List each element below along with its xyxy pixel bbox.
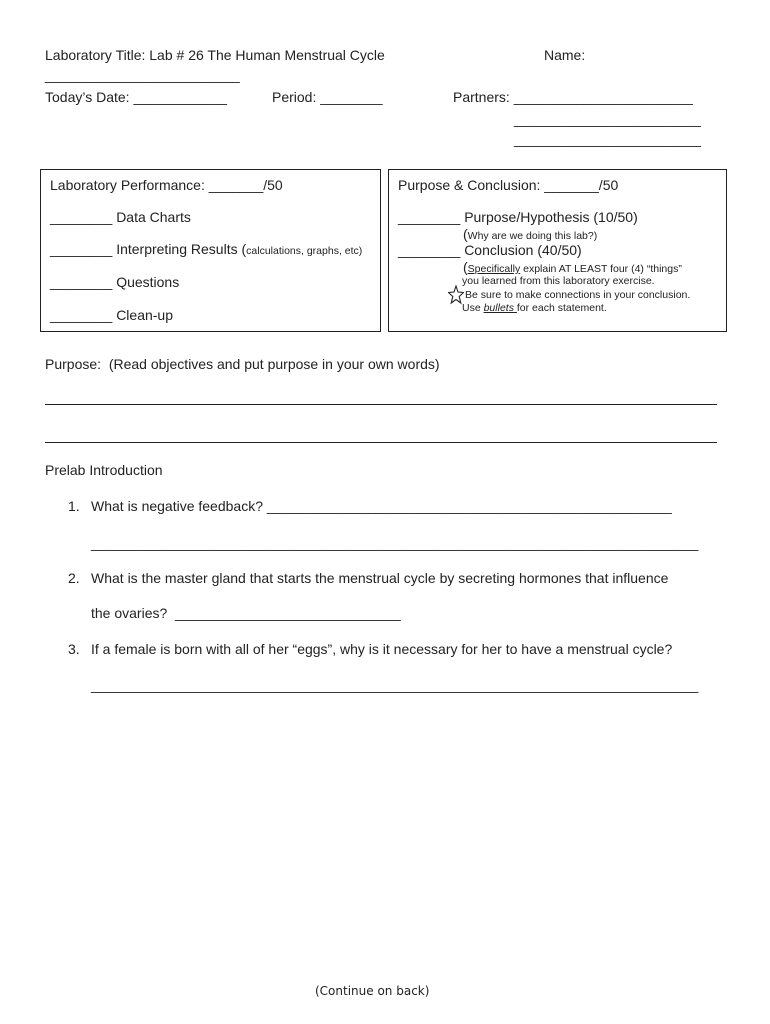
name-label: Name: [544,47,586,63]
partners-blank-3[interactable]: ________________________ [514,131,701,147]
performance-item: ________ Data Charts [50,209,191,225]
name-blank[interactable]: _________________________ [45,67,240,83]
performance-item-label: Questions [116,274,180,290]
question-1: What is negative feedback? ____________________________________________________ [91,498,672,514]
conclusion-note-line-3: Be sure to make connections in your conclusion. [465,289,691,301]
purpose-answer-line-1[interactable] [45,404,717,405]
performance-box [40,169,381,332]
conclusion-item: ________ Conclusion (40/50) [398,242,582,258]
conclusion-note-line-1: (Specifically explain AT LEAST four (4) “things” [463,259,682,275]
performance-title: Laboratory Performance: _______/50 [50,177,283,193]
purpose-hypothesis-note: (Why are we doing this lab?) [463,226,598,242]
period-field[interactable]: Period: ________ [272,89,383,105]
performance-item-label: Data Charts [116,209,191,225]
partners-blank-2[interactable]: ________________________ [514,111,701,127]
performance-item: ________ Questions [50,274,180,290]
continue-on-back-note: (Continue on back) [315,984,430,998]
question-3-answer-line[interactable]: ______________________________________________________________________________ [91,677,699,693]
question-1-answer-line[interactable]: ______________________________________________________________________________ [91,535,699,551]
date-field[interactable]: Today’s Date: ____________ [45,89,227,105]
performance-item-label: Interpreting Results ( [116,241,247,257]
question-3-number: 3. [68,641,80,657]
performance-item: ________ Interpreting Results (calculations, graphs, etc) [50,241,363,257]
question-3: If a female is born with all of her “eggs”, why is it necessary for her to have a menstrual cycle? [91,641,673,657]
purpose-answer-line-2[interactable] [45,442,717,443]
purpose-conclusion-title: Purpose & Conclusion: _______/50 [398,177,619,193]
conclusion-note-line-4: Use bullets for each statement. [462,302,607,314]
question-2-number: 2. [68,570,80,586]
prelab-heading: Prelab Introduction [45,462,163,478]
question-2: What is the master gland that starts the menstrual cycle by secreting hormones that influence [91,570,669,586]
question-1-number: 1. [68,498,80,514]
purpose-hypothesis-item: ________ Purpose/Hypothesis (10/50) [398,209,638,225]
performance-item: ________ Clean-up [50,307,174,323]
performance-item-label: Clean-up [116,307,174,323]
performance-item-note: calculations, graphs, etc) [246,245,363,257]
purpose-prompt: Purpose: (Read objectives and put purpose in your own words) [45,356,440,372]
conclusion-note-line-2: you learned from this laboratory exercise. [462,275,655,287]
purpose-conclusion-box [388,169,727,332]
partners-field[interactable]: Partners: _______________________ [453,89,693,105]
question-2-continued[interactable]: the ovaries? _____________________________ [91,605,401,621]
lab-title: Laboratory Title: Lab # 26 The Human Menstrual Cycle [45,47,385,63]
